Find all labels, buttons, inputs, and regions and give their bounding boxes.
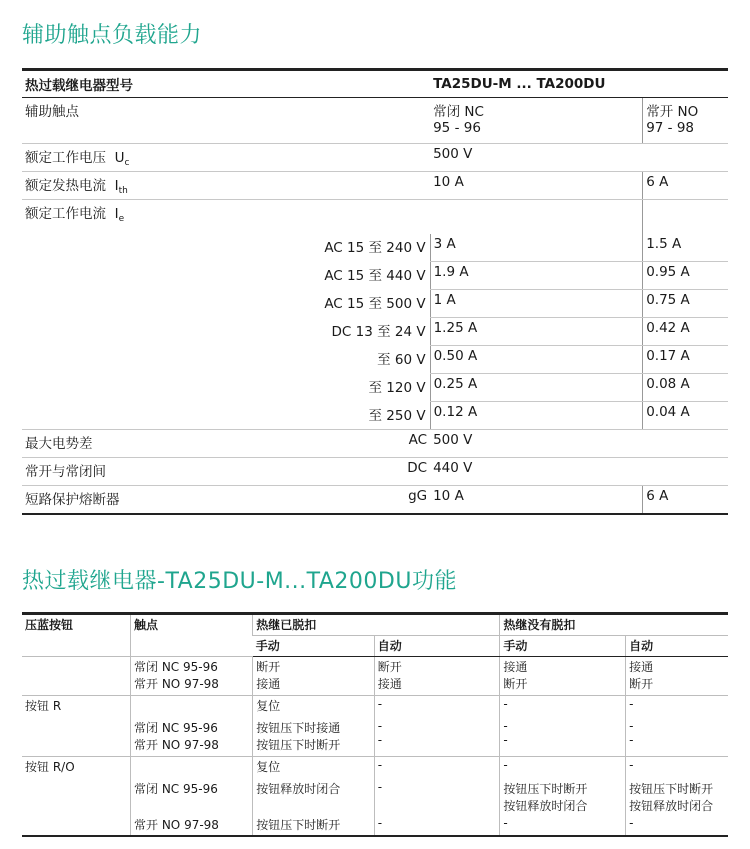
max-diff-value: 500 V bbox=[430, 430, 728, 458]
contact-cell: 常闭 NC 95-96 常开 NO 97-98 bbox=[131, 657, 253, 696]
current-nc: 3 A bbox=[430, 234, 643, 262]
current-condition: 至 120 V bbox=[368, 379, 426, 396]
aux-contact-load-table bbox=[22, 68, 728, 515]
not-tripped-auto-cell: 按钮压下时断开 按钮释放时闭合 bbox=[626, 779, 728, 815]
current-nc: 0.12 A bbox=[430, 402, 643, 430]
tripped-auto-cell: - bbox=[374, 779, 500, 815]
not-tripped-manual-cell: - - bbox=[500, 718, 626, 757]
button-cell bbox=[22, 718, 131, 757]
current-condition: DC 13 至 24 V bbox=[331, 323, 426, 340]
no-nc-type: DC bbox=[407, 460, 428, 476]
section-title-load-capacity: 辅助触点负载能力 bbox=[22, 23, 203, 48]
current-no: 0.08 A bbox=[643, 374, 728, 402]
not-tripped-manual-cell: 接通 断开 bbox=[500, 657, 626, 696]
nc-header bbox=[430, 98, 643, 144]
contact-cell: 常闭 NC 95-96 bbox=[131, 779, 253, 815]
contact-cell bbox=[131, 696, 253, 719]
table-row bbox=[22, 757, 728, 780]
table-row bbox=[22, 657, 728, 696]
current-no: 0.17 A bbox=[643, 346, 728, 374]
thermal-current-no: 6 A bbox=[643, 172, 728, 200]
max-diff-label: 最大电势差 bbox=[25, 436, 93, 452]
operating-current-label: 额定工作电流 $I_e$ bbox=[25, 206, 125, 224]
max-diff-type: AC bbox=[408, 432, 428, 448]
not-tripped-manual-cell: - bbox=[500, 757, 626, 780]
current-no: 0.04 A bbox=[643, 402, 728, 430]
rated-voltage-value: 500 V bbox=[430, 144, 728, 172]
header-model-label: 热过载继电器型号 bbox=[22, 70, 430, 98]
not-tripped-auto-cell: - bbox=[626, 757, 728, 780]
current-nc: 0.50 A bbox=[430, 346, 643, 374]
section-title-functions: 热过载继电器-TA25DU-M...TA200DU功能 bbox=[22, 569, 457, 594]
not-tripped-manual-cell: - bbox=[500, 696, 626, 719]
current-no: 0.42 A bbox=[643, 318, 728, 346]
not-tripped-manual-cell: 按钮压下时断开 按钮释放时闭合 bbox=[500, 779, 626, 815]
aux-contact-label: 辅助触点 bbox=[22, 98, 430, 144]
tripped-manual-cell: 按钮压下时接通 按钮压下时断开 bbox=[253, 718, 374, 757]
table-row bbox=[22, 815, 728, 836]
header-button: 压蓝按钮 bbox=[22, 614, 131, 657]
not-tripped-auto-cell: - - bbox=[626, 718, 728, 757]
tripped-auto-cell: - - bbox=[374, 718, 500, 757]
header-model-value: TA25DU-M ... TA200DU bbox=[430, 70, 728, 98]
header-manual: 手动 bbox=[253, 636, 374, 657]
header-contact: 触点 bbox=[131, 614, 253, 657]
current-nc: 1 A bbox=[430, 290, 643, 318]
nc-label: 常闭 NC bbox=[433, 104, 484, 120]
no-nc-value: 440 V bbox=[430, 458, 728, 486]
relay-function-table bbox=[22, 612, 728, 837]
button-cell bbox=[22, 779, 131, 815]
contact-cell bbox=[131, 757, 253, 780]
nc-pins: 95 - 96 bbox=[433, 120, 481, 136]
header-tripped: 热继已脱扣 bbox=[253, 614, 500, 636]
fuse-cell bbox=[22, 486, 430, 515]
button-cell bbox=[22, 657, 131, 696]
max-diff-cell bbox=[22, 430, 430, 458]
table-row bbox=[22, 718, 728, 757]
no-label: 常开 NO bbox=[646, 104, 699, 120]
fuse-label: 短路保护熔断器 bbox=[25, 492, 120, 508]
tripped-manual-cell: 断开 接通 bbox=[253, 657, 374, 696]
tripped-auto-cell: - bbox=[374, 696, 500, 719]
current-no: 1.5 A bbox=[643, 234, 728, 262]
table-row bbox=[22, 779, 728, 815]
fuse-type: gG bbox=[408, 488, 428, 504]
tripped-auto-cell: 断开 接通 bbox=[374, 657, 500, 696]
tripped-manual-cell: 复位 bbox=[253, 757, 374, 780]
no-header bbox=[643, 98, 728, 144]
no-nc-cell bbox=[22, 458, 430, 486]
header-auto: 自动 bbox=[374, 636, 500, 657]
tripped-auto-cell: - bbox=[374, 757, 500, 780]
current-no: 0.95 A bbox=[643, 262, 728, 290]
current-condition: AC 15 至 440 V bbox=[324, 267, 426, 284]
current-condition: AC 15 至 240 V bbox=[324, 240, 426, 256]
not-tripped-manual-cell: - bbox=[500, 815, 626, 836]
header-not-tripped: 热继没有脱扣 bbox=[500, 614, 728, 636]
tripped-manual-cell: 按钮压下时断开 bbox=[253, 815, 374, 836]
not-tripped-auto-cell: - bbox=[626, 815, 728, 836]
contact-cell: 常闭 NC 95-96 常开 NO 97-98 bbox=[131, 718, 253, 757]
current-condition: 至 60 V bbox=[377, 351, 426, 368]
fuse-nc: 10 A bbox=[430, 486, 643, 515]
fuse-no: 6 A bbox=[643, 486, 728, 515]
current-condition: 至 250 V bbox=[22, 402, 430, 430]
button-cell: 按钮 R/O bbox=[22, 757, 131, 780]
tripped-auto-cell: - bbox=[374, 815, 500, 836]
thermal-current-label: 额定发热电流 $I_{th}$ bbox=[22, 172, 430, 200]
not-tripped-auto-cell: 接通 断开 bbox=[626, 657, 728, 696]
tripped-manual-cell: 按钮释放时闭合 bbox=[253, 779, 374, 815]
header-auto: 自动 bbox=[626, 636, 728, 657]
thermal-current-nc: 10 A bbox=[430, 172, 643, 200]
contact-cell: 常开 NO 97-98 bbox=[131, 815, 253, 836]
current-condition: AC 15 至 500 V bbox=[324, 295, 426, 312]
rated-voltage-label: 额定工作电压 $U_c$ bbox=[22, 144, 430, 172]
table-row bbox=[22, 696, 728, 719]
current-nc: 1.9 A bbox=[430, 262, 643, 290]
not-tripped-auto-cell: - bbox=[626, 696, 728, 719]
tripped-manual-cell: 复位 bbox=[253, 696, 374, 719]
current-nc: 0.25 A bbox=[430, 374, 643, 402]
current-no: 0.75 A bbox=[643, 290, 728, 318]
no-pins: 97 - 98 bbox=[646, 120, 695, 136]
header-manual: 手动 bbox=[500, 636, 626, 657]
no-nc-label: 常开与常闭间 bbox=[25, 464, 106, 480]
button-cell bbox=[22, 815, 131, 836]
button-cell: 按钮 R bbox=[22, 696, 131, 719]
current-nc: 1.25 A bbox=[430, 318, 643, 346]
